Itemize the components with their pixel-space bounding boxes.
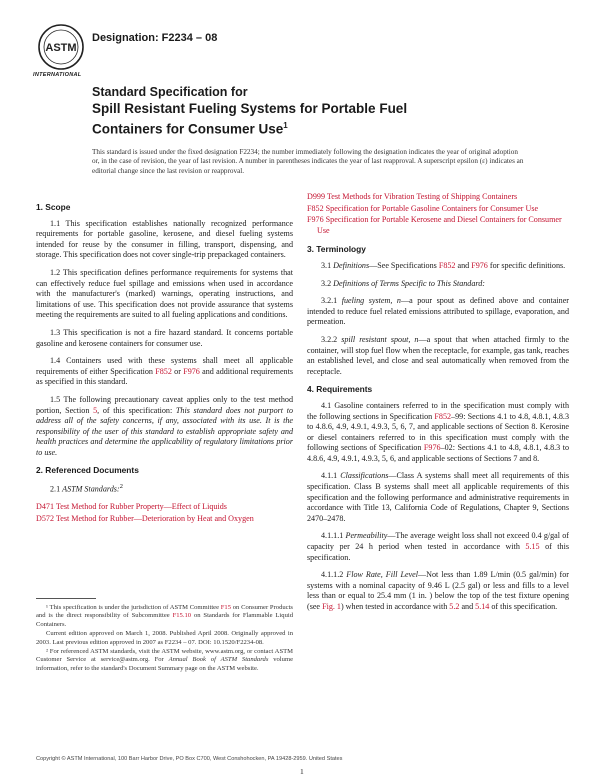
title-line-1: Standard Specification for xyxy=(92,85,248,99)
link-section-5[interactable]: 5 xyxy=(93,405,98,415)
logo-text: ASTM xyxy=(45,42,77,54)
link-5-2[interactable]: 5.2 xyxy=(449,602,460,611)
title-footnote-mark: 1 xyxy=(283,121,288,130)
document-title xyxy=(92,84,532,138)
link-f15[interactable]: F15 xyxy=(220,604,232,611)
paragraph-4-1-1: 4.1.1 Classifications—Class A systems shall meet all requirements of this specification. Class B systems shall meet all applicable requirements of this specification and the following performance and administrative requirements in accordance with Title 13, California Code of Regulations, Chapter 9, Sections 2470–2478. xyxy=(307,471,569,523)
reference-f852[interactable]: F852 Specification for Portable Gasoline Containers for Consumer Use xyxy=(307,203,539,213)
reference-f976[interactable]: F976 Specification for Portable Kerosene and Diesel Containers for Consumer Use xyxy=(307,215,562,235)
reference-d999[interactable]: D999 Test Methods for Vibration Testing of Shipping Containers xyxy=(307,192,518,201)
section-heading-referenced-documents: 2. Referenced Documents xyxy=(36,465,139,476)
left-column xyxy=(36,196,293,526)
paragraph-4-1-1-1: 4.1.1.1 Permeability—The average weight loss shall not exceed 0.4 g/gal of capacity per 24 h period when tested in accordance with 5.15 of this specification. xyxy=(307,531,570,562)
paragraph-1-1: 1.1 This specification establishes nationally recognized performance requirements for portable gasoline, kerosene, and diesel fueling systems intended for reuse by the consumer in filling, transport, dispensing, and storage. This specification does not cover single-trip prepackaged containers. xyxy=(36,218,293,260)
astm-logo xyxy=(36,22,86,72)
paragraph-1-4: 1.4 Containers used with these systems shall meet all applicable requirements of either Specification F852 or F976 and additional requirements as specified in this standard. xyxy=(36,356,293,387)
logo-subtitle: INTERNATIONAL xyxy=(33,72,82,78)
paragraph-3-2-2: 3.2.2 spill resistant spout, n—a spout that when attached firmly to the container, will stop fuel flow when the receptacle, for example, gas tank, reaches an established level, and close and seal automatically when removed from the receptacle. xyxy=(307,334,569,376)
link-5-14[interactable]: 5.14 xyxy=(475,602,490,611)
paragraph-4-1: 4.1 Gasoline containers referred to in the specification must comply with the following sections in Specification F852–99: Sections 4.1 to 4.8, 4.8.1, 4.8.3 to 4.8.6, 4.9, 4.9.1, 4.9.3, 5, 6, 7, and applicable sections of Section 8. Kerosine or diesel containers referred to in this specification must comply with the following sections of Specification F976–02: Sections 4.1 to 4.8, 4.8.1, 4.8.3 to 4.8.6, 4.9, 4.9.1, 4.9.3, 5, 6, and applicable sections of Sections 7 and 8. xyxy=(307,400,569,463)
reference-d471[interactable]: D471 Test Method for Rubber Property—Effect of Liquids xyxy=(36,502,227,512)
link-f976[interactable]: F976 xyxy=(471,260,488,270)
footnotes xyxy=(36,604,293,674)
paragraph-2-1: 2.1 ASTM Standards:$^2$ xyxy=(50,483,123,494)
paragraph-3-2-1: 3.2.1 fueling system, n—a pour spout as defined above and container intended to reduce fuel related emissions attributed to spillage, evaporation, and permeation. xyxy=(307,296,569,327)
link-5-15[interactable]: 5.15 xyxy=(525,542,540,552)
footnote-2: ² For referenced ASTM standards, visit the ASTM website, www.astm.org, or contact ASTM Customer Service at service@astm.org. For Annual Book of ASTM Standards volume information, refer to the standard's Document Summary page on the ASTM website. xyxy=(36,648,293,672)
link-f15-10[interactable]: F15.10 xyxy=(172,612,192,620)
link-f852[interactable]: F852 xyxy=(434,411,452,421)
footnote-divider xyxy=(36,598,96,599)
link-f852[interactable]: F852 xyxy=(438,260,456,270)
right-column xyxy=(307,192,569,620)
copyright-notice: Copyright © ASTM International, 100 Barr Harbor Drive, PO Box C700, West Conshohocken, PA 19428-2959. United States xyxy=(36,756,343,762)
link-f976[interactable]: F976 xyxy=(423,443,441,453)
section-heading-scope: 1. Scope xyxy=(36,202,71,212)
designation: Designation: F2234 – 08 xyxy=(92,32,218,44)
title-line-3: Containers for Consumer Use$^1$ xyxy=(92,121,288,137)
issuance-notice: This standard is issued under the fixed designation F2234; the number immediately following the designation indicates the year of original adoption or, in the case of revision, the year of last revision. A number in parentheses indicates the year of last reapproval. A superscript epsilon (ε) indicates an editorial change since the last revision or reapproval. xyxy=(92,148,524,175)
section-heading-requirements: 4. Requirements xyxy=(307,384,373,395)
page-number: 1 xyxy=(300,767,304,776)
reference-d572[interactable]: D572 Test Method for Rubber—Deterioration by Heat and Oxygen xyxy=(36,513,254,523)
footnote-1-edition: Current edition approved on March 1, 2008. Published April 2008. Originally approved in 2003. Last previous edition approved in 2007 as F2234 – 07. DOI: 10.1520/F2234-08. xyxy=(36,630,293,646)
link-fig-1[interactable]: Fig. 1 xyxy=(322,602,341,611)
paragraph-3-2: 3.2 Definitions of Terms Specific to This Standard: xyxy=(321,278,485,288)
paragraph-4-1-1-2: 4.1.1.2 Flow Rate, Fill Level—Not less than 1.89 L/min (0.5 gal/min) for systems with a nominal capacity of 9.46 L (2.5 gal) or less and fills to a level less than or equal to 25.4 mm (1 in. ) below the top of the test fixture opening (see Fig. 1) when tested in accordance with 5.2 and 5.14 of this specification. xyxy=(307,570,569,611)
paragraph-1-5: 1.5 The following precautionary caveat applies only to the test method portion, Section 5, of this specification: This standard does not purport to address all of the safety concerns, if any, associated with its use. It is the responsibility of the user of this standard to establish appropriate safety and health practices and determine the applicability of regulatory limitations prior to use. xyxy=(36,394,293,457)
link-f976[interactable]: F976 xyxy=(183,366,200,376)
link-f852[interactable]: F852 xyxy=(155,366,172,376)
paragraph-3-1: 3.1 Definitions—See Specifications F852 and F976 for specific definitions. xyxy=(321,260,566,270)
paragraph-1-3: 1.3 This specification is not a fire hazard standard. It concerns portable gasoline and kerosene containers for consumer use. xyxy=(36,327,293,348)
section-heading-terminology: 3. Terminology xyxy=(307,244,366,255)
title-line-2: Spill Resistant Fueling Systems for Portable Fuel xyxy=(92,101,408,116)
footnote-1: ¹ This specification is under the jurisdiction of ASTM Committee F15 on Consumer Products and is the direct responsibility of Subcommittee F15.10 on Standards for Flammable Liquid Containers. xyxy=(36,604,293,628)
paragraph-1-2: 1.2 This specification defines performance requirements for systems that can effectively reduce fuel spillage and emissions when used in accordance with the manufacturer's (marked) warnings, operating instructions, and limitations of use. This specification does not provide assurance that systems meeting the requirements are suited to all fueling applications and conditions. xyxy=(36,267,293,320)
